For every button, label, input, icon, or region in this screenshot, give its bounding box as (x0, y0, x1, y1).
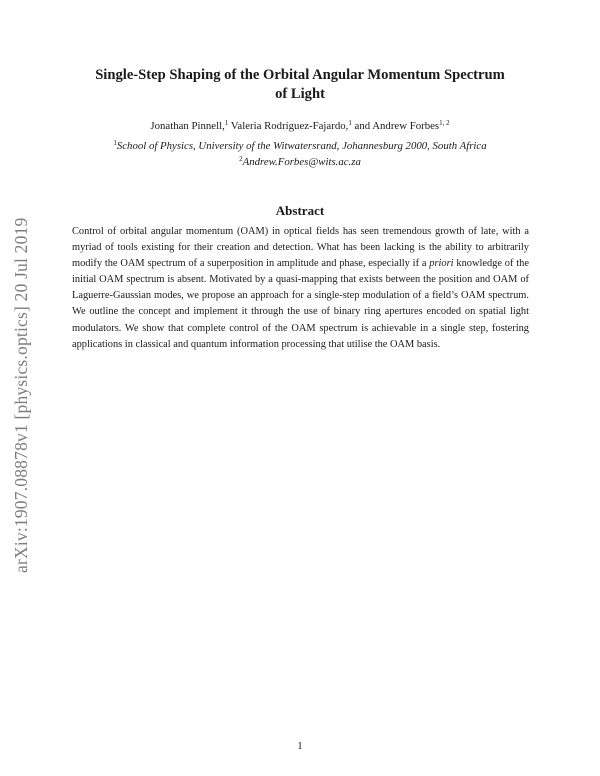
affiliation-text: School of Physics, University of the Witwatersrand, Johannesburg 2000, South Africa (116, 140, 487, 152)
author-affiliation-mark: 1 (348, 119, 352, 127)
email-text: Andrew.Forbes@wits.ac.za (242, 156, 361, 168)
author-list (60, 119, 540, 133)
abstract-heading: Abstract (275, 203, 325, 218)
abstract-text-part-1: Control of orbital angular momentum (OAM) in optical fields has seen tremendous growth of late, with a myriad of tools existing for their creation and detection. What has been lacking is the ability to arbitrarily modify the OAM spectrum of a superposition in amplitude and phase, especially if a (72, 226, 529, 270)
affiliation (60, 139, 540, 153)
author-affiliation-mark: 1 (224, 119, 229, 127)
author-name: Valeria Rodríguez-Fajardo, (230, 120, 349, 132)
author-affiliation-mark: 1, 2 (439, 119, 450, 127)
affiliation-mark: 1 (113, 139, 117, 147)
paper-title (60, 66, 540, 104)
arxiv-identifier-stamp: arXiv:1907.08878v1 [physics.optics] 20 Jul 2019 (11, 217, 31, 573)
author-name: and Andrew Forbes (354, 120, 440, 132)
author-name: Jonathan Pinnell, (150, 120, 225, 132)
title-line-2: of Light (275, 86, 325, 102)
page-number: 1 (297, 740, 303, 752)
abstract-body (72, 224, 529, 353)
affiliation-mark: 2 (239, 155, 243, 163)
abstract-text-part-2: knowledge of the initial OAM spectrum is absent. Motivated by a quasi-mapping that exists between the position and OAM of Laguerre-Gaussian modes, we propose an approach for a single-step modulation of a field’s OAM spectrum. We outline the concept and implement it through the use of binary ring apertures encoded on spatial light modulators. We show that complete control of the OAM spectrum is achievable in a single step, fostering applications in classical and quantum information processing that utilise the OAM basis. (72, 258, 529, 350)
corresponding-email (60, 155, 540, 169)
title-line-1: Single-Step Shaping of the Orbital Angular Momentum Spectrum (95, 67, 505, 83)
abstract-italic-term: priori (429, 258, 454, 270)
